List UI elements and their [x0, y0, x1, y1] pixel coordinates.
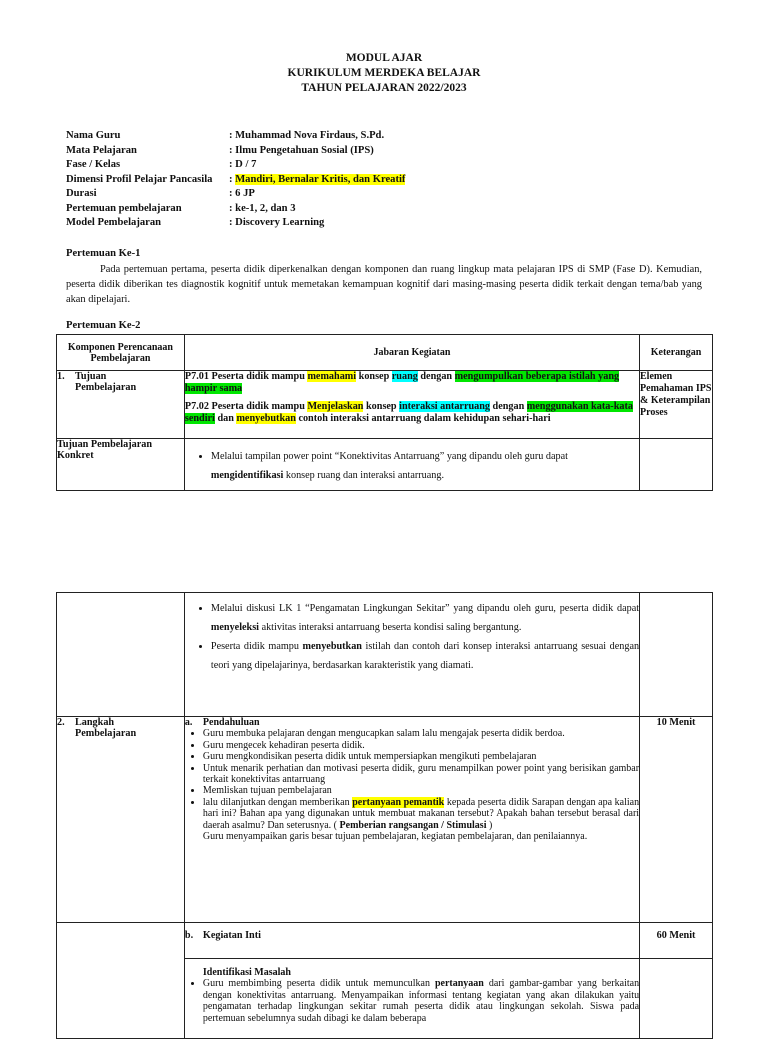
highlight-green: mengumpulkan beberapa istilah yang hampir sama [184, 371, 620, 394]
highlight-yellow: memahami [307, 371, 357, 382]
list-item [203, 797, 639, 831]
objectives-cell [184, 371, 639, 439]
empty-note-cell [640, 593, 713, 717]
doc-title: MODUL AJAR [345, 52, 423, 64]
header-note: Keterangan [640, 335, 713, 371]
highlight-green: menggunakan kata-kata sendiri [184, 401, 633, 424]
info-row-teacher [66, 130, 405, 145]
table-header-row [57, 335, 713, 371]
list-item [211, 637, 639, 675]
highlight-yellow: pertanyaan pemantik [352, 796, 445, 808]
info-row-phase [66, 159, 405, 174]
text-run: aktivitas interaksi antarruang beserta kondisi saling bergantung. [259, 622, 522, 633]
core-time: 60 Menit [640, 923, 713, 959]
core-heading-cell [184, 923, 639, 959]
text-run-bold: menyeleksi [210, 622, 260, 633]
text-run: konsep ruang dan interaksi antarruang. [283, 470, 445, 481]
highlight-yellow: menyebutkan [236, 413, 296, 424]
text-run: dan [214, 413, 237, 424]
text-run: ) [486, 819, 493, 831]
text-run-bold: pertanyaan [434, 978, 484, 990]
concrete-cont-cell [184, 593, 639, 717]
text-run: istilah dan contoh dari konsep interaksi antarruang sesuai dengan teori yang dipelajarinya, berdasarkan karakteristik yang diamati. [210, 641, 640, 671]
list-item [203, 978, 639, 1024]
objective-p701 [185, 371, 639, 395]
table-row-core-content [57, 959, 713, 1039]
info-label: Dimensi Profil Pelajar Pancasila [66, 173, 213, 185]
sub-title: Kegiatan Inti [202, 930, 261, 941]
meeting-2-heading: Pertemuan Ke-2 [66, 320, 141, 331]
header-activity: Jabaran Kegiatan [184, 335, 639, 371]
list-item [211, 599, 639, 637]
highlight-cyan: ruang [391, 371, 418, 382]
list-item [211, 447, 639, 485]
list-item: • Untuk menarik perhatian dan motivasi peserta didik, guru menampilkan power point yang berisikan gambar terkait konektivitas antarruang [203, 763, 639, 786]
table-row-core [57, 923, 713, 959]
info-label: Mata Pelajaran [66, 144, 137, 156]
row-label-text: Langkah Pembelajaran [75, 717, 137, 739]
info-value-prefix: : [229, 173, 236, 185]
info-value: : 6 JP [229, 188, 255, 199]
list-item: • Memliskan tujuan pembelajaran [203, 785, 639, 796]
row-number: 2. [57, 717, 65, 728]
text-run: Melalui diskusi LK 1 “Pengamatan Lingkungan Sekitar” yang dipandu oleh guru, peserta didik dapat [210, 603, 640, 614]
info-row-profile [66, 174, 405, 189]
info-value: : Discovery Learning [229, 217, 325, 228]
meeting-1-paragraph: Pada pertemuan pertama, peserta didik diperkenalkan dengan komponen dan ruang lingkup mata pelajaran IPS di SMP (Fase D). Kemudian, peserta didik diberikan tes diagnostik kognitif untuk memetakan kemampuan kognitif dari masing-masing peserta didik terkait dengan tema/bab yang akan dipelajari. [66, 264, 702, 305]
intro-heading [185, 717, 639, 728]
table-row-objectives [57, 371, 713, 439]
table-row-concrete [57, 439, 713, 491]
empty-label-cell [57, 923, 185, 959]
intro-cell [184, 717, 639, 923]
intro-time: 10 Menit [640, 717, 713, 923]
row-label-text: Tujuan Pembelajaran Konkret [57, 439, 185, 491]
text-run: Melalui tampilan power point “Konektivitas Antarruang” yang dipandu oleh guru dapat [210, 451, 568, 462]
text-run: contoh interaksi antarruang dalam kehidupan sehari-hari [295, 413, 551, 424]
lesson-table-continued [56, 592, 713, 1039]
text-run: P7.02 Peserta didik mampu [184, 401, 308, 412]
text-run: Guru membimbing peserta didik untuk memunculkan [202, 978, 435, 990]
info-label: Model Pembelajaran [66, 217, 162, 228]
row-number: 1. [57, 371, 65, 382]
list-item: • Guru mengkondisikan peserta didik untuk mempersiapkan mengikuti pembelajaran [203, 751, 639, 762]
list-item: • Guru membuka pelajaran dengan mengucapkan salam lalu mengajak peserta didik berdoa. [203, 728, 639, 739]
text-run: lalu dilanjutkan dengan memberikan [202, 796, 353, 808]
info-row-duration [66, 188, 405, 203]
info-value-highlight: Mandiri, Bernalar Kritis, dan Kreatif [235, 173, 406, 185]
info-label: Nama Guru [66, 130, 121, 141]
table-row-concrete-cont [57, 593, 713, 717]
lesson-table [56, 334, 713, 491]
objective-p702 [185, 401, 639, 425]
info-label: Fase / Kelas [66, 159, 121, 170]
objectives-note: Elemen Pemahaman IPS & Keterampilan Proses [640, 371, 713, 439]
empty-note-cell [640, 959, 713, 1039]
document-page-2 [0, 560, 768, 1024]
doc-subtitle: KURIKULUM MERDEKA BELAJAR [287, 67, 481, 79]
sub-title: Pendahuluan [202, 717, 260, 728]
table-row-steps [57, 717, 713, 923]
info-label: Pertemuan pembelajaran [66, 202, 182, 214]
sub-letter: b. [184, 930, 194, 941]
identity-block [66, 130, 405, 232]
problem-id-heading: Identifikasi Masalah [202, 967, 291, 978]
text-run: kepada peserta didik Sarapan dengan apa kalian hari ini? Bahan apa yang digunakan untuk membuat makanan tersebut? Apakah bahan tersebut berasal dari daerah asalmu? Dan seterusnya. ( [202, 796, 640, 831]
meeting-1-heading: Pertemuan Ke-1 [66, 248, 141, 259]
row-label [57, 717, 185, 923]
text-run-bold: menyebutkan [302, 641, 362, 652]
doc-year: TAHUN PELAJARAN 2022/2023 [301, 82, 467, 94]
text-run: dengan [417, 371, 455, 382]
text-run: P7.01 Peserta didik mampu [184, 371, 308, 382]
text-run: konsep [356, 371, 392, 382]
empty-label-cell [57, 959, 185, 1039]
text-run: dengan [489, 401, 527, 412]
text-run: Peserta didik mampu [210, 641, 303, 652]
empty-label-cell [57, 593, 185, 717]
info-value: : ke-1, 2, dan 3 [229, 202, 296, 214]
page-gap [0, 548, 768, 560]
core-content-cell [184, 959, 639, 1039]
text-run: konsep [363, 401, 400, 412]
sub-letter: a. [184, 717, 193, 728]
info-value: : Muhammad Nova Firdaus, S.Pd. [229, 130, 385, 141]
text-run: dari gambar-gambar yang berkaitan dengan konektivitas antarruang. Menyampaikan informasi tentang kegiatan yang akan dilakukan yaitu pengamatan terhadap lingkungan sekitar rumah peserta didik atau lingkungan sekolah. Siswa pada pertemuan sebelumnya sudah dibagi ke dalam beberapa [202, 978, 640, 1024]
text-run-bold: mengidentifikasi [210, 470, 284, 481]
intro-closing: Guru menyampaikan garis besar tujuan pembelajaran, kegiatan pembelajaran, dan penilaiannya. [202, 831, 588, 843]
header-component: Komponen Perencanaan Pembelajaran [57, 335, 185, 371]
concrete-cell [184, 439, 639, 491]
info-value: : D / 7 [229, 159, 257, 170]
highlight-yellow: Menjelaskan [307, 401, 364, 412]
info-value: : Ilmu Pengetahuan Sosial (IPS) [229, 144, 374, 156]
list-item: • Guru mengecek kehadiran peserta didik. [203, 740, 639, 751]
info-row-model [66, 217, 405, 232]
info-row-meetings [66, 203, 405, 218]
row-label-text: Tujuan Pembelajaran [75, 371, 137, 393]
text-run-bold: Pemberian rangsangan / Stimulasi [339, 819, 487, 831]
empty-note-cell [640, 439, 713, 491]
info-value [229, 174, 405, 189]
info-row-subject [66, 145, 405, 160]
row-label [57, 371, 185, 439]
info-label: Durasi [66, 188, 97, 199]
highlight-cyan: interaksi antarruang [399, 401, 490, 412]
